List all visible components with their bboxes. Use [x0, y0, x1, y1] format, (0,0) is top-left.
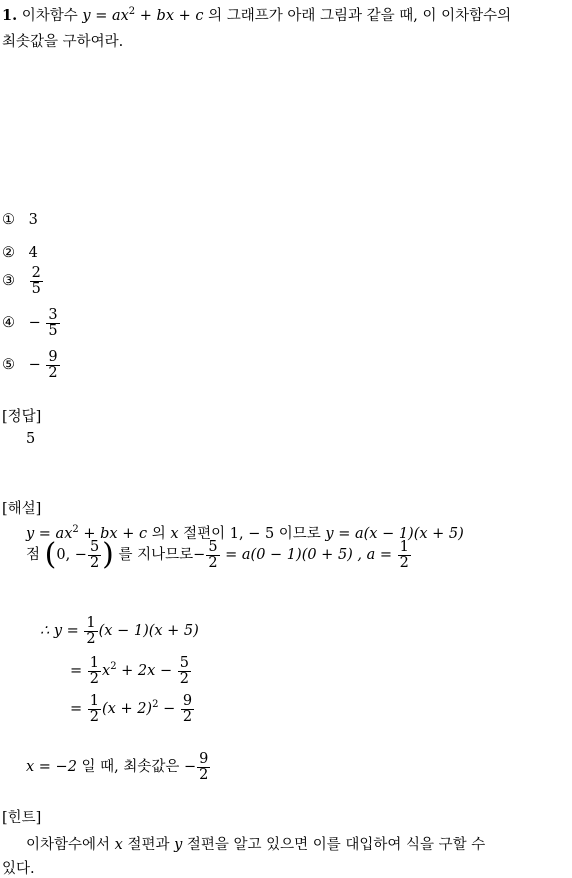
step1-frac [84, 616, 97, 646]
choice-3-fraction [30, 266, 43, 296]
exp-l2-den: 2 [208, 554, 218, 571]
step2-tail: + 2x − [121, 663, 173, 679]
step3-frac2 [181, 694, 194, 724]
exp-l2-a-den: 2 [399, 554, 409, 571]
exp-l2-point-label: 점 [26, 547, 41, 563]
exp-l1-eq: y = ax [26, 526, 73, 542]
choice-5-den: 2 [48, 364, 58, 381]
exp-l2-frac [206, 540, 219, 570]
choice-3-marker: ③ [2, 273, 15, 289]
step1-num: 1 [86, 615, 96, 631]
step2-den: 2 [89, 670, 99, 687]
answer-value: 5 [26, 431, 36, 447]
step3-den2: 2 [182, 708, 193, 725]
step3-tail: − [163, 701, 176, 717]
step2-exp: 2 [110, 661, 117, 672]
hint-l1-e: 절편을 알고 있으면 이를 대입하여 식을 구할 수 [186, 837, 486, 853]
explanation-line-2 [26, 537, 412, 572]
step1-lead: ∴ y = [40, 623, 79, 639]
step2-num: 1 [89, 655, 99, 671]
question-eq-exp: 2 [128, 6, 136, 17]
choice-4-fraction [46, 308, 59, 338]
hint-l1-a: 이차함수에서 [26, 837, 111, 853]
step1-tail: (x − 1)(x + 5) [98, 623, 199, 639]
exp-l1-eq-tail: + bx + c [83, 526, 148, 542]
explanation-final [26, 752, 211, 782]
final-den: 2 [199, 766, 209, 783]
exp-l2-text: 를 지나므로 [118, 547, 194, 563]
exp-l2-a-num: 1 [399, 539, 409, 555]
choice-5-marker: ⑤ [2, 357, 15, 373]
exp-l1-particle: 의 [151, 526, 166, 542]
exp-l1-text: 절편이 1, − 5 이므로 [183, 526, 321, 542]
exp-l2-num: 5 [208, 539, 218, 555]
choice-3-den: 5 [31, 280, 41, 297]
exp-l2-eq: = a(0 − 1)(0 + 5) , [225, 547, 363, 563]
final-num: 9 [199, 751, 209, 767]
choice-4-marker: ④ [2, 315, 15, 331]
step2-num2: 5 [179, 655, 189, 671]
choice-4-num: 3 [48, 307, 58, 323]
choice-5[interactable] [2, 350, 61, 380]
exp-l1-x: x [170, 526, 179, 542]
question-text-after: 의 그래프가 아래 그림과 같을 때, 이 이차함수의 [208, 8, 512, 24]
step2-mid: x [102, 663, 111, 679]
choice-2-value: 4 [28, 245, 38, 261]
exp-l1-exp: 2 [72, 524, 79, 535]
explanation-step-2 [70, 656, 192, 686]
choice-1-marker: ① [2, 212, 15, 228]
explanation-step-1 [40, 616, 199, 646]
choice-4[interactable] [2, 308, 61, 338]
choice-4-den: 5 [48, 322, 58, 339]
exp-l2-paren-close: ) [102, 537, 114, 572]
question-eq-tail: + bx + c [139, 8, 204, 24]
exp-l1-factored: y = a(x − 1)(x + 5) [325, 526, 464, 542]
hint-l1-c: 절편과 [127, 837, 170, 853]
step3-num: 1 [89, 693, 99, 709]
step3-den: 2 [89, 708, 99, 725]
step3-num2: 9 [182, 693, 193, 709]
step2-lead: = [70, 663, 83, 679]
final-text: 일 때, 최솟값은 − [81, 759, 197, 775]
step3-mid: (x + 2) [102, 701, 153, 717]
step3-lead: = [70, 701, 83, 717]
question-number: 1. [2, 7, 18, 24]
exp-l2-point-frac [88, 540, 101, 570]
choice-3-num: 2 [31, 265, 41, 281]
hint-header: [힌트] [2, 810, 42, 826]
final-x: x = −2 [26, 759, 77, 775]
hint-line-1 [26, 833, 485, 854]
choice-5-num: 9 [48, 349, 58, 365]
exp-l2-point: 0, − [56, 547, 87, 563]
choice-2[interactable] [2, 245, 38, 261]
question-eq-y: y [82, 8, 91, 24]
hint-line-2: 있다. [2, 861, 35, 877]
choice-5-fraction [46, 350, 59, 380]
exp-l2-paren-open: ( [44, 537, 57, 572]
exp-l2-minus: − [193, 547, 206, 563]
hint-l1-x: x [114, 837, 123, 853]
step3-frac [88, 694, 101, 724]
choice-2-marker: ② [2, 245, 15, 261]
exp-l2-pt-den: 2 [89, 554, 100, 571]
hint-l1-y: y [174, 837, 183, 853]
exp-l2-a: a = [366, 547, 393, 563]
choice-1[interactable] [2, 212, 38, 228]
step2-den2: 2 [179, 670, 189, 687]
explanation-header: [해설] [2, 501, 42, 517]
choice-3[interactable] [2, 266, 44, 296]
step2-frac [88, 656, 101, 686]
step2-frac2 [178, 656, 191, 686]
answer-header: [정답] [2, 409, 42, 425]
exp-l2-pt-num: 5 [89, 539, 100, 555]
question-line-2: 최솟값을 구하여라. [2, 34, 124, 50]
choice-1-value: 3 [28, 212, 38, 228]
final-frac [197, 752, 210, 782]
question-line-1 [2, 4, 511, 25]
question-eq-rest: = ax [95, 8, 129, 24]
step1-den: 2 [86, 630, 96, 647]
explanation-step-3 [70, 694, 195, 724]
exp-l2-a-frac [398, 540, 411, 570]
graph-placeholder [0, 60, 572, 205]
step3-exp: 2 [152, 699, 159, 710]
choice-5-sign: − [28, 357, 41, 373]
choice-4-sign: − [28, 315, 41, 331]
question-text: 이차함수 [21, 8, 78, 24]
